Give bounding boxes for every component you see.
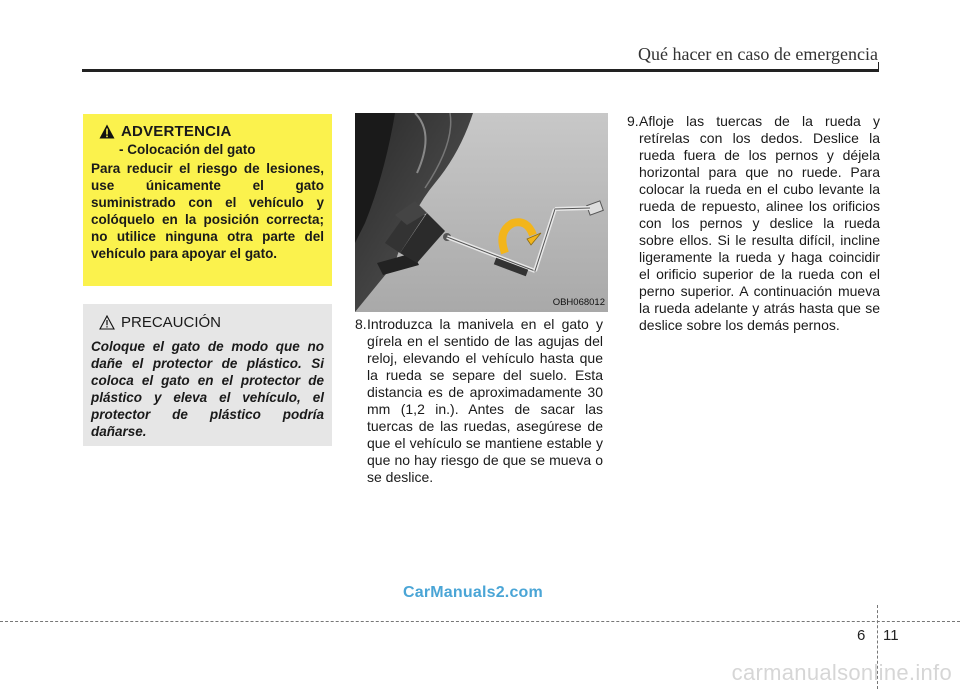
- site-footer-link[interactable]: carmanualsonline.info: [731, 660, 952, 685]
- figure-code: OBH068012: [552, 297, 605, 308]
- warning-header: [99, 123, 324, 140]
- step-9: [627, 113, 880, 334]
- caution-triangle-icon: [99, 315, 115, 330]
- step-8-text: Introduzca la manivela en el gato y gírela en el sentido de las agujas del reloj, elevando el vehículo hasta que la rueda se separe del suelo. Esta distancia es de aproximadamente 30 mm (1,2 in.). Antes de sacar las tuercas de las ruedas, asegúrese de que el vehículo se mantiene estable y que no hay riesgo de que se mueva o se deslice.: [367, 316, 603, 485]
- warning-subtitle: - Colocación del gato: [119, 142, 256, 157]
- watermark-link[interactable]: CarManuals2.com: [403, 584, 543, 601]
- step-9-text: Afloje las tuercas de la rueda y retírelas con los dedos. Deslice la rueda fuera de los pernos y déjela horizontal para que no ruede. Para colocar la rueda en el cubo levante la rueda de repuesto, alinee los orificios con los pernos y deslice la rueda sobre ellos. Si le resulta difícil, incline ligeramente la rueda y haga coincidir el orificio superior de la rueda con el perno superior. A continuación mueva la rueda adelante y atrás hasta que se deslice sobre los demás pernos.: [639, 113, 880, 333]
- step-9-number: 9.: [627, 113, 639, 129]
- warning-triangle-icon: [99, 124, 115, 139]
- step-8: [355, 316, 603, 486]
- page-number: 11: [883, 627, 899, 644]
- jack-illustration: [355, 113, 608, 312]
- jack-drawing: [355, 113, 608, 312]
- header-rule: [82, 69, 878, 72]
- footer-rule: [0, 621, 960, 622]
- chapter-number: 6: [857, 627, 866, 644]
- step-8-number: 8.: [355, 316, 367, 332]
- section-title: Qué hacer en caso de emergencia: [637, 44, 878, 64]
- warning-title: ADVERTENCIA: [121, 123, 232, 140]
- caution-header: [99, 314, 324, 331]
- caution-box: [83, 304, 332, 446]
- warning-box: [83, 114, 332, 286]
- warning-body: Para reducir el riesgo de lesiones, use únicamente el gato suministrado con el vehículo y colóquelo en la posición correcta; no utilice ninguna otra parte del vehículo para apoyar el gato.: [91, 161, 324, 261]
- caution-title: PRECAUCIÓN: [121, 314, 222, 331]
- header-tick: [878, 62, 879, 72]
- caution-body: Coloque el gato de modo que no dañe el protector de plástico. Si coloca el gato en el protector de plástico y eleva el vehículo, el protector de plástico podría dañarse.: [91, 339, 324, 439]
